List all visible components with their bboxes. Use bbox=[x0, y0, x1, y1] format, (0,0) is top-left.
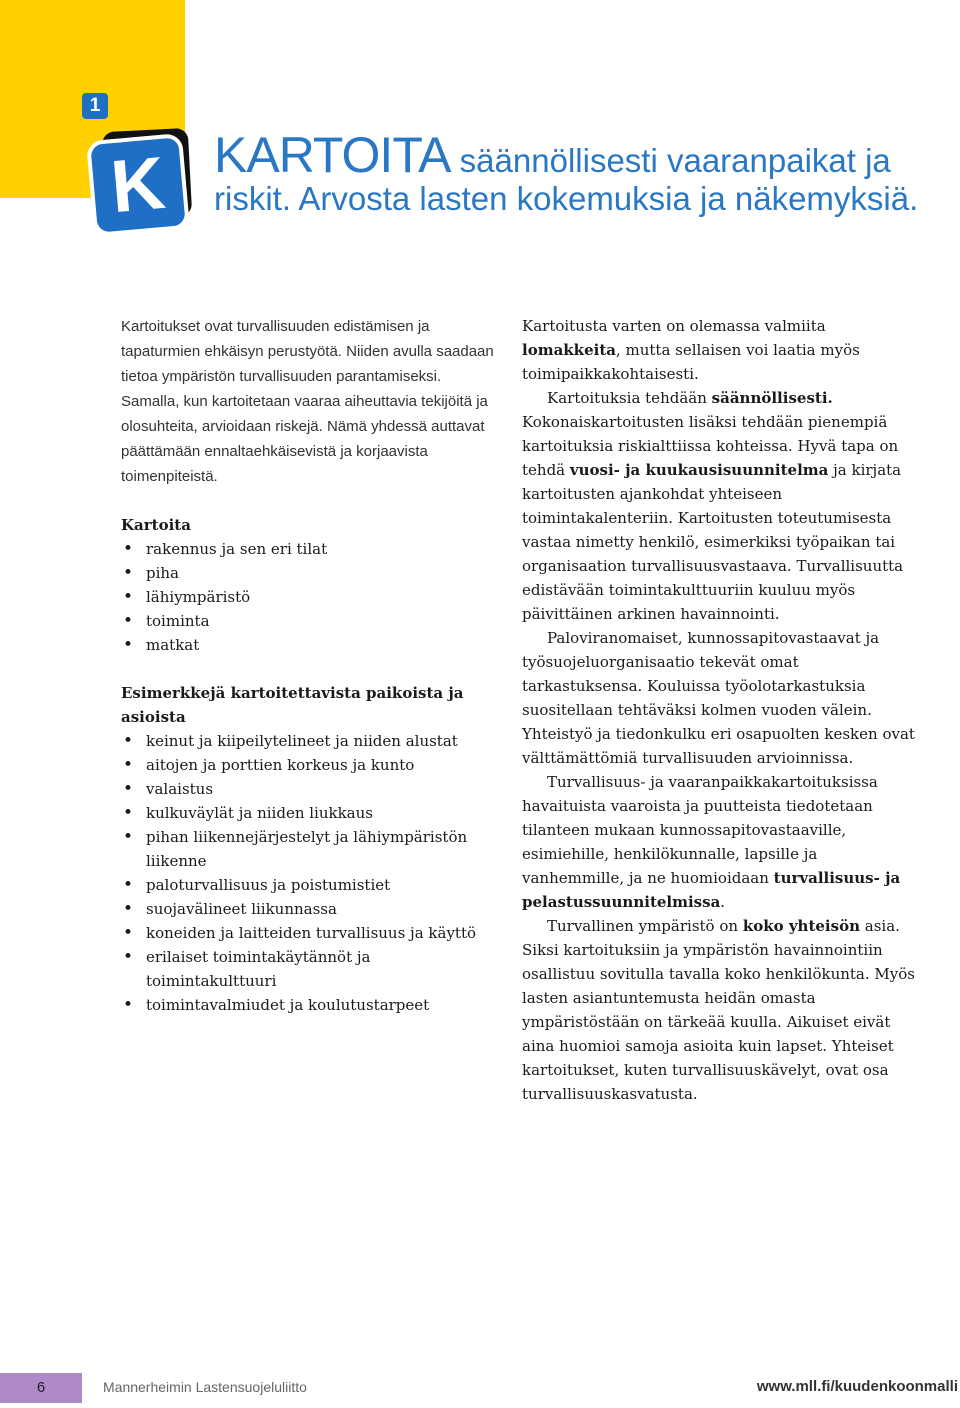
left-column bbox=[121, 314, 501, 1017]
intro-paragraph bbox=[121, 314, 501, 489]
intro-sans-text-2: Niiden avulla saadaan tietoa ympäristön turvallisuuden parantamiseksi. Samalla, kun kartoitetaan vaaraa aiheuttavia tekijöitä ja olosuhteita, arvioidaan riskejä. Nämä yhdessä auttavat päättämään ennaltaehkäisevistä ja korjaavista toimenpiteistä. bbox=[121, 343, 494, 485]
examples-heading: Esimerkkejä kartoitettavista paikoista ja asioista bbox=[121, 684, 464, 726]
list-item: • paloturvallisuus ja poistumistiet bbox=[121, 873, 501, 897]
text-run: Turvallisuus- ja vaaranpaikkakartoituksissa havaituista vaaroista ja puutteista tiedotetaan tilanteen mukaan kunnossapitovastaaville, esimiehille, henkilökunnalle, lapsille ja vanhemmille, ja ne huomioidaan bbox=[522, 773, 878, 887]
list-item: • rakennus ja sen eri tilat bbox=[121, 537, 501, 561]
list-item: • toiminta bbox=[121, 609, 501, 633]
bold-run: vuosi- ja kuukausisuunnitelma bbox=[569, 461, 829, 479]
paragraph-inspections: Paloviranomaiset, kunnossapitovastaavat ja työsuojeluorganisaatio tekevät omat tarkastuksensa. Kouluissa työolotarkastuksia suositellaan tehtäväksi kolmen vuoden välein. Yhteistyö ja tiedonkulku eri osapuolten kesken ovat välttämättömiä turvallisuuden arvioinnissa. bbox=[522, 629, 915, 767]
list-item: • lähiympäristö bbox=[121, 585, 501, 609]
footer-url-link[interactable]: www.mll.fi/kuudenkoonmalli bbox=[756, 1378, 958, 1395]
list-item: • matkat bbox=[121, 633, 501, 657]
text-run: ja kirjata kartoitusten ajankohdat yhteiseen toimintakalenteriin. Kartoitusten toteutumisesta vastaa nimetty henkilö, esimerkiksi työpaikan tai organisaation turvallisuusvastaava. Turvallisuutta edistävään toimintakulttuuriin kuuluu myös päivittäinen arkinen havainnointi. bbox=[522, 461, 904, 623]
footer-organization: Mannerheimin Lastensuojeluliitto bbox=[103, 1379, 307, 1395]
intro-sans-text: Kartoitukset ovat turvallisuuden edistämisen ja tapaturmien ehkäisyn perustyötä. bbox=[121, 318, 430, 360]
text-run: Turvallinen ympäristö on bbox=[547, 917, 743, 935]
text-run: Kokonaiskartoitusten lisäksi tehdään pienempiä kartoituksia riskialttiissa kohteissa. Hyvä tapa on tehdä bbox=[522, 413, 899, 479]
kartoita-heading: Kartoita bbox=[121, 516, 191, 534]
title-keyword: KARTOITA bbox=[214, 127, 451, 183]
text-run: asia. Siksi kartoituksiin ja ympäristön havainnointiin osallistuu sovitulla tavalla koko henkilökunta. Myös lasten asiantuntemusta heidän omasta ympäristöstään on tärkeää kuulla. Aikuiset eivät aina huomioi samoja asioita kuin lapset. Yhteiset kartoitukset, kuten turvallisuuskävelyt, ovat osa turvallisuuskasvatusta. bbox=[522, 917, 915, 1103]
paragraph-regularity bbox=[522, 386, 922, 626]
text-run: , mutta sellaisen voi laatia myös toimipaikkakohtaisesti. bbox=[522, 341, 860, 383]
list-item: • koneiden ja laitteiden turvallisuus ja käyttö bbox=[121, 921, 501, 945]
list-item: • valaistus bbox=[121, 777, 501, 801]
page-title bbox=[214, 127, 934, 218]
bold-run: koko yhteisön bbox=[742, 917, 860, 935]
list-item: • kulkuväylät ja niiden liukkaus bbox=[121, 801, 501, 825]
bold-run: säännöllisesti. bbox=[711, 389, 833, 407]
chapter-number-badge: 1 bbox=[82, 93, 108, 119]
paragraph-forms bbox=[522, 314, 922, 386]
bold-run: turvallisuus- ja pelastussuunnitelmissa bbox=[522, 869, 901, 911]
k-logo-letter: K bbox=[107, 140, 169, 229]
list-item: • pihan liikennejärjestelyt ja lähiympäristön liikenne bbox=[121, 825, 501, 873]
title-rest: säännöllisesti vaaranpaikat ja riskit. Arvosta lasten kokemuksia ja näkemyksiä. bbox=[214, 142, 919, 217]
page-number: 6 bbox=[0, 1373, 82, 1403]
paragraph-community bbox=[522, 914, 922, 1106]
list-item: • toimintavalmiudet ja koulutustarpeet bbox=[121, 993, 501, 1017]
text-run: . bbox=[720, 893, 726, 911]
right-column bbox=[522, 314, 922, 1106]
text-run: Kartoitusta varten on olemassa valmiita bbox=[522, 317, 826, 335]
paragraph-reporting bbox=[522, 770, 922, 914]
text-run: Kartoituksia tehdään bbox=[547, 389, 712, 407]
kartoita-list bbox=[121, 537, 501, 657]
list-item: • piha bbox=[121, 561, 501, 585]
bold-run: lomakkeita bbox=[522, 341, 616, 359]
list-item: • erilaiset toimintakäytännöt ja toimintakulttuuri bbox=[121, 945, 501, 993]
list-item: • suojavälineet liikunnassa bbox=[121, 897, 501, 921]
list-item: • keinut ja kiipeilytelineet ja niiden alustat bbox=[121, 729, 501, 753]
list-item: • aitojen ja porttien korkeus ja kunto bbox=[121, 753, 501, 777]
examples-list bbox=[121, 729, 501, 1017]
